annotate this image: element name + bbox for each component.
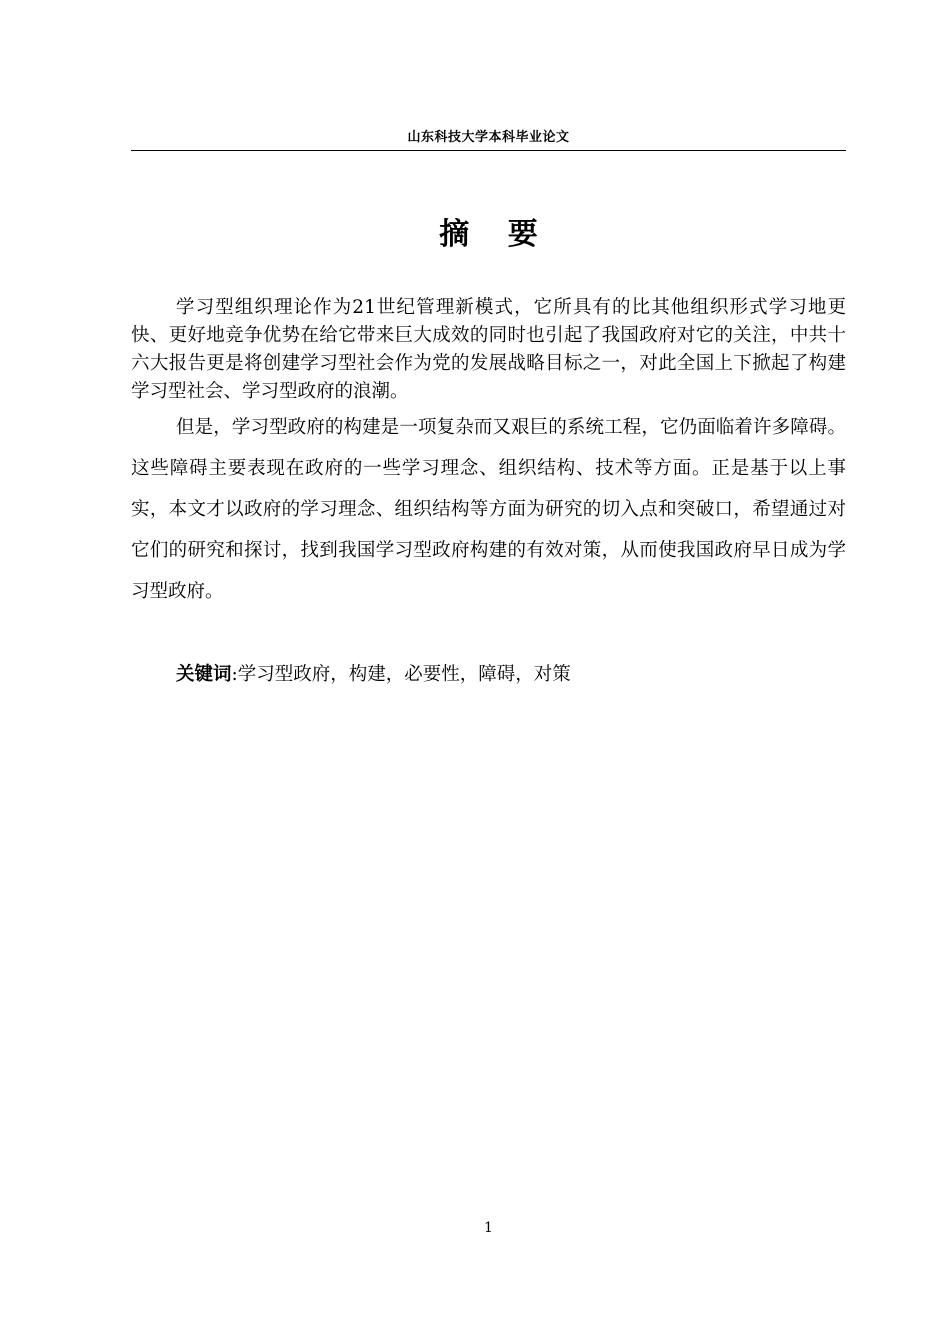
keywords-separator: : (231, 664, 238, 685)
keywords-text: 学习型政府，构建，必要性，障碍，对策 (237, 664, 571, 685)
page-number: 1 (484, 1220, 493, 1236)
abstract-paragraph-2: 但是，学习型政府的构建是一项复杂而又艰巨的系统工程，它仍面临着许多障碍。这些障碍主要表现在政府的一些学习理念、组织结构、技术等方面。正是基于以上事实，本文才以政府的学习理念、组织结构等方面为研究的切入点和突破口，希望通过对它们的研究和探讨，找到我国学习型政府构建的有效对策，从而使我国政府早日成为学习型政府。 (131, 417, 846, 602)
abstract-paragraph-1: 学习型组织理论作为21世纪管理新模式，它所具有的比其他组织形式学习地更快、更好地竞争优势在给它带来巨大成效的同时也引起了我国政府对它的关注，中共十六大报告更是将创建学习型社会作为党的发展战略目标之一，对此全国上下掀起了构建学习型社会、学习型政府的浪潮。 (131, 297, 846, 402)
running-header-title: 山东科技大学本科毕业论文 (407, 130, 570, 145)
keywords-line (176, 660, 846, 690)
abstract-title: 摘 要 (439, 217, 552, 252)
keywords-label: 关键词 (176, 664, 232, 685)
running-header (131, 126, 846, 151)
